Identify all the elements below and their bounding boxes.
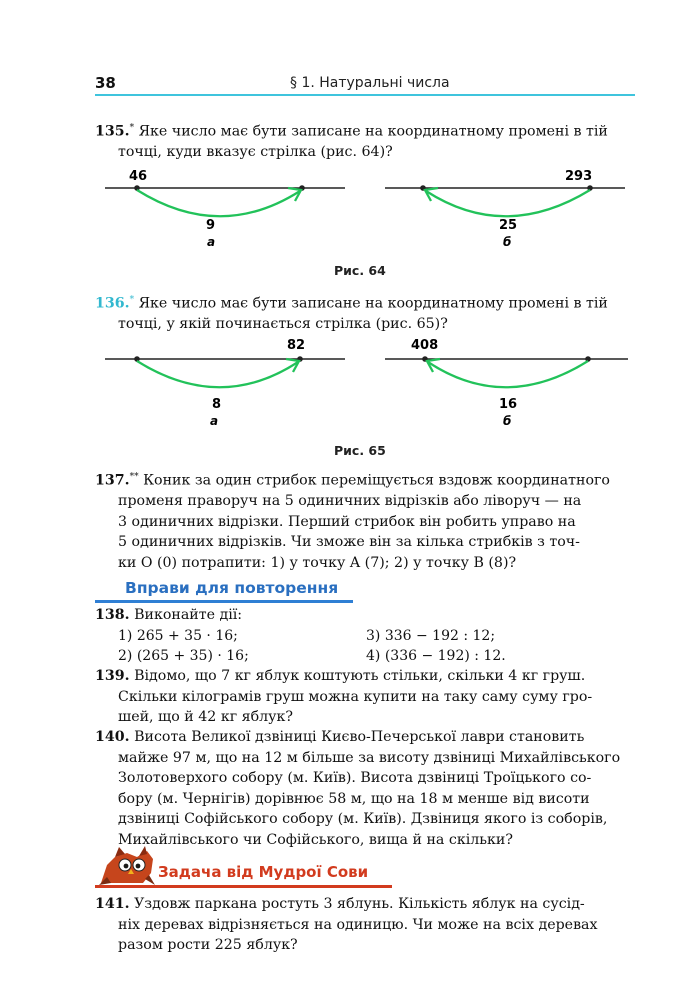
figure-65b (385, 338, 628, 428)
jump-arrow (137, 190, 300, 216)
exercise-137 (95, 467, 640, 573)
exercise-136 (95, 290, 640, 335)
section-owl-heading (95, 843, 395, 891)
point-label: 408 (411, 338, 439, 353)
exercise-text-line: Виконайте дії: (134, 607, 243, 623)
exercise-text-line: точці, куди вказує стрілка (рис. 64)? (118, 144, 393, 161)
exercise-text-line: Золотоверхого собору (м. Київ). Висота дзвіниці Троїцького со- (118, 770, 592, 786)
expression-item: 4) (336 − 192) : 12. (366, 648, 506, 664)
exercise-number: 140. (95, 729, 130, 745)
exercise-text-line: Відомо, що 7 кг яблук коштують стільки, скільки 4 кг груш. (134, 668, 586, 684)
expression-item: 3) 336 − 192 : 12; (366, 628, 496, 644)
exercise-text-line: Яке число має бути записане на координатному промені в тій (138, 295, 608, 312)
page-header (95, 74, 635, 96)
exercise-number: 139. (95, 668, 130, 684)
jump-arrow (426, 190, 590, 216)
figure-64 (95, 160, 640, 260)
jump-arrow (428, 361, 588, 387)
exercise-text-line: Михайлівського чи Софійського, вища й на скільки? (118, 831, 513, 848)
exercise-text-line: 3 одиничних відрізки. Перший стрибок він робить управо на (118, 513, 576, 530)
expression-item: 2) (265 + 35) · 16; (118, 648, 249, 664)
exercise-text-line: Скільки кілограмів груш можна купити на таку саму суму гро- (118, 688, 593, 705)
section-repeat-heading (95, 578, 353, 604)
expression-item: 1) 265 + 35 · 16; (118, 628, 238, 644)
jump-arrow (137, 361, 298, 387)
section-title: Задача від Мудрої Сови (158, 863, 369, 881)
exercise-number: 136. (95, 295, 130, 312)
figure-caption: Рис. 64 (334, 263, 386, 278)
figure-65a (105, 338, 345, 428)
section-underline (95, 885, 392, 888)
step-label: 9 (206, 218, 216, 233)
exercise-number: 141. (95, 896, 130, 912)
step-label: 8 (212, 397, 222, 412)
exercise-text-line: Уздовж паркана ростуть 3 яблунь. Кількість яблук на сусід- (134, 896, 585, 912)
page-number: 38 (95, 74, 116, 92)
exercise-138 (95, 605, 640, 626)
exercise-text-line: 5 одиничних відрізків. Чи зможе він за кілька стрибків з точ- (118, 534, 580, 551)
difficulty-mark: * (129, 295, 135, 305)
exercise-text-line: ніх деревах відрізняється на одиницю. Чи може на всіх деревах (118, 916, 598, 933)
section-title: Вправи для повторення (125, 579, 339, 597)
exercise-text-line: Коник за один стрибок переміщується вздовж координатного (143, 472, 610, 489)
figure-64b (385, 169, 625, 249)
exercise-number: 135. (95, 123, 130, 140)
exercise-139 (95, 666, 640, 728)
difficulty-mark: * (129, 123, 135, 133)
section-underline (95, 600, 353, 603)
exercise-text-line: Яке число має бути записане на координатному промені в тій (138, 123, 608, 140)
exercise-141 (95, 894, 640, 956)
point-label: 82 (287, 338, 306, 353)
header-rule (95, 94, 635, 96)
subfigure-letter: б (503, 235, 512, 249)
exercise-text-line: ки O (0) потрапити: 1) у точку A (7); 2) у точку B (8)? (118, 554, 517, 571)
point-label: 46 (129, 169, 148, 184)
exercise-text-line: точці, у якій починається стрілка (рис. 65)? (118, 316, 448, 333)
owl-icon (97, 843, 159, 887)
subfigure-letter: а (207, 235, 216, 249)
exercise-text-line: дзвіниці Софійського собору (м. Київ). Дзвіниця якого із соборів, (118, 811, 608, 827)
point-label: 293 (565, 169, 593, 184)
exercise-text-line: майже 97 м, що на 12 м більше за висоту дзвіниці Михайлівського (118, 749, 621, 766)
exercise-135 (95, 118, 640, 163)
exercise-text-line: разом рости 225 яблук? (118, 937, 298, 953)
figure-65 (95, 332, 640, 432)
subfigure-letter: а (210, 414, 219, 428)
figure-64a (105, 169, 345, 249)
difficulty-mark: ** (129, 472, 139, 482)
exercise-number: 137. (95, 472, 130, 489)
step-label: 25 (499, 218, 518, 233)
exercise-text-line: Висота Великої дзвіниці Києво-Печерської лаври становить (134, 729, 585, 745)
step-label: 16 (499, 397, 518, 412)
exercise-text-line: бору (м. Чернігів) дорівнює 58 м, що на 18 м менше від висоти (118, 790, 590, 807)
exercise-number: 138. (95, 607, 130, 623)
figure-caption: Рис. 65 (334, 443, 386, 458)
exercise-text-line: шей, що й 42 кг яблук? (118, 709, 293, 725)
exercise-140 (95, 727, 640, 850)
subfigure-letter: б (503, 414, 512, 428)
chapter-title: § 1. Натуральні числа (290, 75, 450, 91)
exercise-text-line: променя праворуч на 5 одиничних відрізків або ліворуч — на (118, 493, 582, 510)
